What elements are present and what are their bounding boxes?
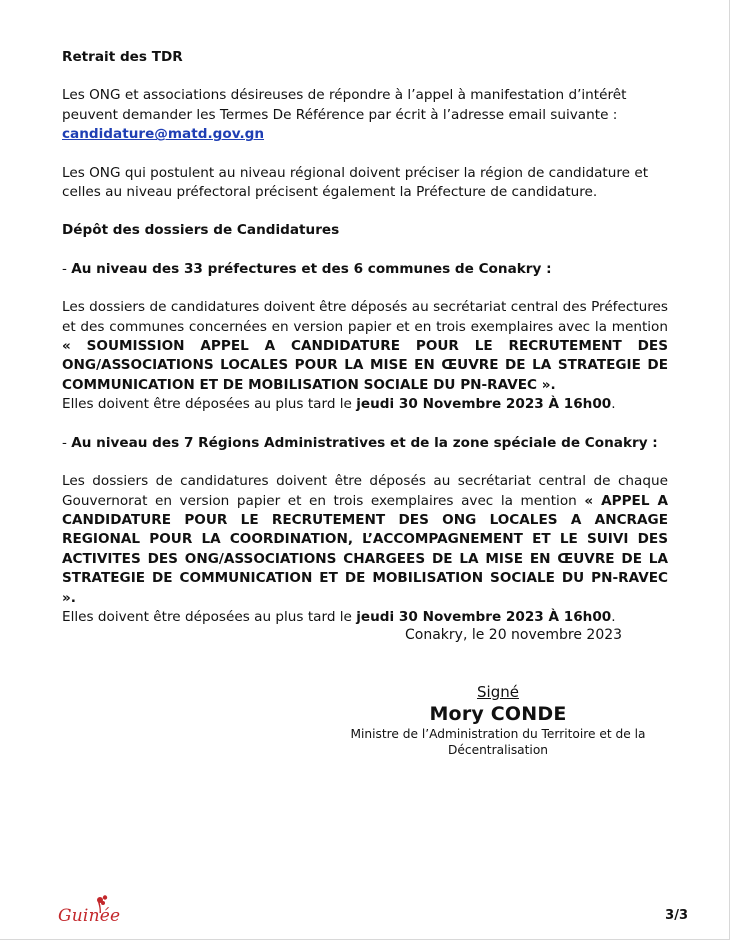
signer-name: Mory CONDE (429, 703, 567, 725)
paragraph-tdr-text: Les ONG et associations désireuses de répondre à l’appel à manifestation d’intérêt peuvent demander les Termes De Référence par écrit à l’adresse email suivante : (62, 87, 627, 123)
section1-mention: « SOUMISSION APPEL A CANDIDATURE POUR LE RECRUTEMENT DES ONG/ASSOCIATIONS LOCALES POUR LA MISE EN ŒUVRE DE LA STRATEGIE DE COMMUNICATION ET DE MOBILISATION SOCIALE DU PN-RAVEC ». (62, 338, 668, 393)
section2-dash: - (62, 434, 72, 451)
section1-deadline: jeudi 30 Novembre 2023 À 16h00 (356, 396, 612, 413)
heading-depot: Dépôt des dossiers de Candidatures (62, 222, 340, 239)
section1-deadline-prefix: Elles doivent être déposées au plus tard le (62, 396, 357, 413)
heading-retrait-tdr: Retrait des TDR (62, 49, 183, 65)
section2-mention: « APPEL A CANDIDATURE POUR LE RECRUTEMENT DES ONG LOCALES A ANCRAGE REGIONAL POUR LA COORDINATION, L’ACCOMPAGNEMENT ET LE SUIVI DES ACTIVITES DES ONG/ASSOCIATIONS CHARGEES DE LA MISE EN ŒUVRE DE LA STRATEGIE DE COMMUNICATION ET DE MOBILISATION SOCIALE DU PN-RAVEC ». (62, 492, 668, 606)
date-line: Conakry, le 20 novembre 2023 (405, 627, 623, 643)
paragraph-region: Les ONG qui postulent au niveau régional doivent préciser la région de candidature et celles au niveau préfectoral précisent également la Préfecture de candidature. (62, 164, 649, 201)
logo-text: Guinée (58, 906, 121, 926)
section2-heading (62, 434, 668, 453)
section2-heading-text: Au niveau des 7 Régions Administratives et de la zone spéciale de Conakry : (71, 434, 658, 451)
section2-deadline: jeudi 30 Novembre 2023 À 16h00 (356, 608, 612, 625)
signe-label: Signé (477, 683, 519, 701)
section1-heading (62, 260, 668, 279)
section1-deadline-suffix: . (611, 396, 616, 413)
section1-dash: - (62, 260, 72, 277)
document-body (62, 48, 668, 627)
section2-text: Les dossiers de candidatures doivent être déposés au secrétariat central de chaque Gouvernorat en version papier et en trois exemplaires avec la mention (62, 473, 668, 509)
email-link[interactable]: candidature@matd.gov.gn (62, 126, 265, 143)
paragraph-tdr (62, 86, 668, 144)
section1-heading-text: Au niveau des 33 préfectures et des 6 communes de Conakry : (71, 260, 552, 277)
signature-block (330, 682, 666, 758)
section2-deadline-suffix: . (611, 608, 616, 625)
page-number: 3/3 (665, 908, 688, 923)
section2-paragraph (62, 472, 668, 627)
guinee-logo (58, 894, 128, 934)
signer-title: Ministre de l’Administration du Territoire et de la Décentralisation (350, 727, 646, 757)
section2-deadline-prefix: Elles doivent être déposées au plus tard le (62, 608, 357, 625)
section1-text: Les dossiers de candidatures doivent être déposés au secrétariat central des Préfectures et des communes concernées en version papier et en trois exemplaires avec la mention (62, 299, 668, 335)
section1-paragraph (62, 298, 668, 414)
